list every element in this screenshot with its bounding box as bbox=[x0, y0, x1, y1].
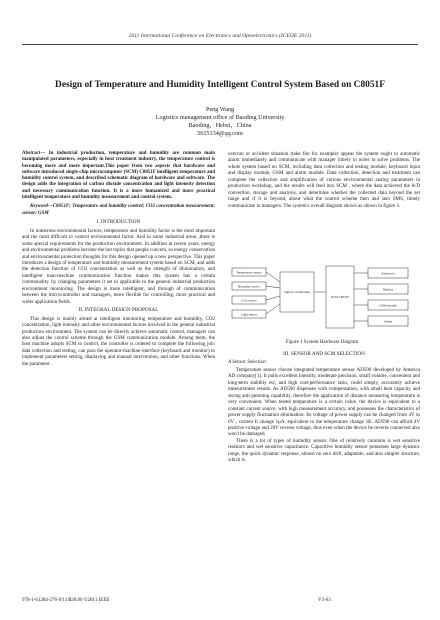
design-paragraph: This design is mainly aimed at intelligent monitoring temperature and humidity, CO2 concentration, light intensity and other environmental factors involved in the general industrial production environment. The system can be directly achieve automatic control, managers can also adjust the control scheme through the GSM communication module. Among them, the host machine adopts SCM to control, the controller is ordered to complete the following job: data collection and testing, can pass the operator-machine-interface (keyboard and monitor) to implement parameters setting, displaying and manual intervention, and other functions. When the parameter bbox=[22, 315, 215, 367]
affiliation: Logistics management office of Baoding University bbox=[155, 114, 285, 121]
right-column-bottom bbox=[228, 349, 420, 464]
figure-caption: Figure 1 System Hardware Diagram bbox=[285, 340, 359, 345]
email: 5615134@qq.com bbox=[197, 130, 243, 137]
location: Baoding，Hebei，China bbox=[188, 122, 252, 129]
diagram-label: Light sensor bbox=[240, 312, 258, 317]
right-column-top bbox=[228, 151, 420, 209]
humidity-sensor-paragraph: There is a lot of types of humidity sensor. One of relatively common is wet sensitive resistors and wet sensitive capacitance. Capacitive humidity sensor possesses large dynamic range, the quick dynamic response, almost no zero drift, adaptable, and also simpler structure, which is bbox=[228, 437, 420, 464]
diagram-label: Keyboard bbox=[381, 271, 395, 276]
abstract: Abstract— In industrial production, temperature and humidity are common main manipulated parameters, especially in heat treatment industry, the temperature control is becoming more and more important.This paper from two aspects that hardware and software introduced single-chip microcomputer (SCM) C8051F intelligent temperature and humidity control system, and described schematic diagram of hardware and software. The design adds the integration of carbon dioxide concentration and light intensity detection and necessary communication function. It is a more humanized and more practical intelligent temperature and humidity measurement and control system. bbox=[22, 151, 215, 201]
diagram-label: GSM module bbox=[379, 303, 397, 308]
intro-paragraph: In numerous environmental factors, temperature and humidity factor is the most important and the most difficult to control environmental factor. And in some industrial areas ,there is some special requirements for the production environment. In addition in recent years, energy and environmental problems become the hot topics that people concern, so energy conservation and environmental protection thoughts for this design opened up a new perspective. This paper introduces a design of temperature and humidity measurement system based on SCM, and adds the detection function of CO2 concentration as well as the strength of illumination, and intelligent man-machine communication function makes this system has a certain commonality. by changing parameters it set to applicable to the general industrial production environment monitoring. The design is more intelligent, and through of communication between the microcontroller and managers, more flexible for controlling, more practical and wider application fields. bbox=[22, 227, 215, 305]
keywords: Keyword—C8051F; Temperature and humidity control; CO2 concentration measurement; sensor; GSM bbox=[22, 204, 215, 216]
diagram-label: Display bbox=[382, 287, 394, 292]
diagram-label: Temperature sensor bbox=[236, 270, 262, 275]
section-heading-integral-design: II. INTEGRAL DESIGN PROPOSAL bbox=[78, 307, 159, 314]
subsection-sensor-selection: A Sensor Selection bbox=[228, 359, 266, 366]
diagram-label: Humidity sensor bbox=[238, 284, 260, 289]
paper-title: Design of Temperature and Humidity Intelligent Control System Based on C8051F bbox=[55, 80, 385, 90]
author-name: Peng Wang bbox=[205, 106, 235, 113]
diagram-label: SCM C8051F bbox=[330, 295, 350, 299]
diagram-label: Alarm bbox=[383, 319, 393, 324]
diagram-label: CO2 sensor bbox=[241, 298, 257, 303]
footer-copyright: 978-1-61284-276-9/11/$26.00 ©2011 IEEE bbox=[22, 598, 110, 603]
system-hardware-diagram bbox=[228, 262, 416, 344]
section-heading-sensor-scm: III. SENSOR AND SCM SELECTION bbox=[283, 351, 365, 357]
temperature-sensor-paragraph: Temperature sensor choose integrated temperature sensor AD590 developed by America AD company[1]. It pulls excellent linearity, moderate precision, small volume, convenient and long-term stability etc, and high cost-performance ratio, could simply, accurately achieve measurement results. As AD590 dispenses with compensation, with small heat capacity and strong anti-jamming capability, therefore the application of distance measuring temperature is very convenient. When tested temperature is a certain value, the device is equivalent to a constant current source, with high measurement accuracy, and possesses the characteristics of power supply fluctuation elimination. Its voltage of power supply can be changed from 4V to 6V , current It change 1μA, equivalent to the temperature change 1K. AD590 can afford 4V positive voltage and 20V reverse voltage, thus even when the device be reverse connected also won't be damaged. bbox=[228, 366, 420, 438]
section-heading-introduction: I. INTRODUCTION bbox=[96, 219, 141, 226]
diagram-label: Signal conditioning bbox=[284, 290, 310, 294]
overrun-paragraph: overrun or accident situation (take fire for example) appear the system ought to automatic alarm immediately and communicate with manager timely in order to solve problems. The whole system based on SCM, including data collection and testing module, keyboard input and display module, GSM and alarm module. Data collection, detection and treatment can complete the collection and amplification of various environmental analog parameters in production workshop, and the results will feed into SCM , where the data achieved the A/D convertion, storage and analysis, and determine whether the collected data beyond the set range and if it is beyond, about what the control scheme then and sent SMS, timely communicate to managers. The system's overall diagram shown as shown in figure 1. bbox=[228, 151, 420, 209]
header-rule bbox=[22, 44, 418, 45]
conference-header: 2011 International Conference on Electronics and Optoelectronics (ICEOE 2011) bbox=[128, 33, 312, 39]
page-number: V3-63 bbox=[318, 598, 331, 603]
left-column bbox=[22, 151, 215, 367]
